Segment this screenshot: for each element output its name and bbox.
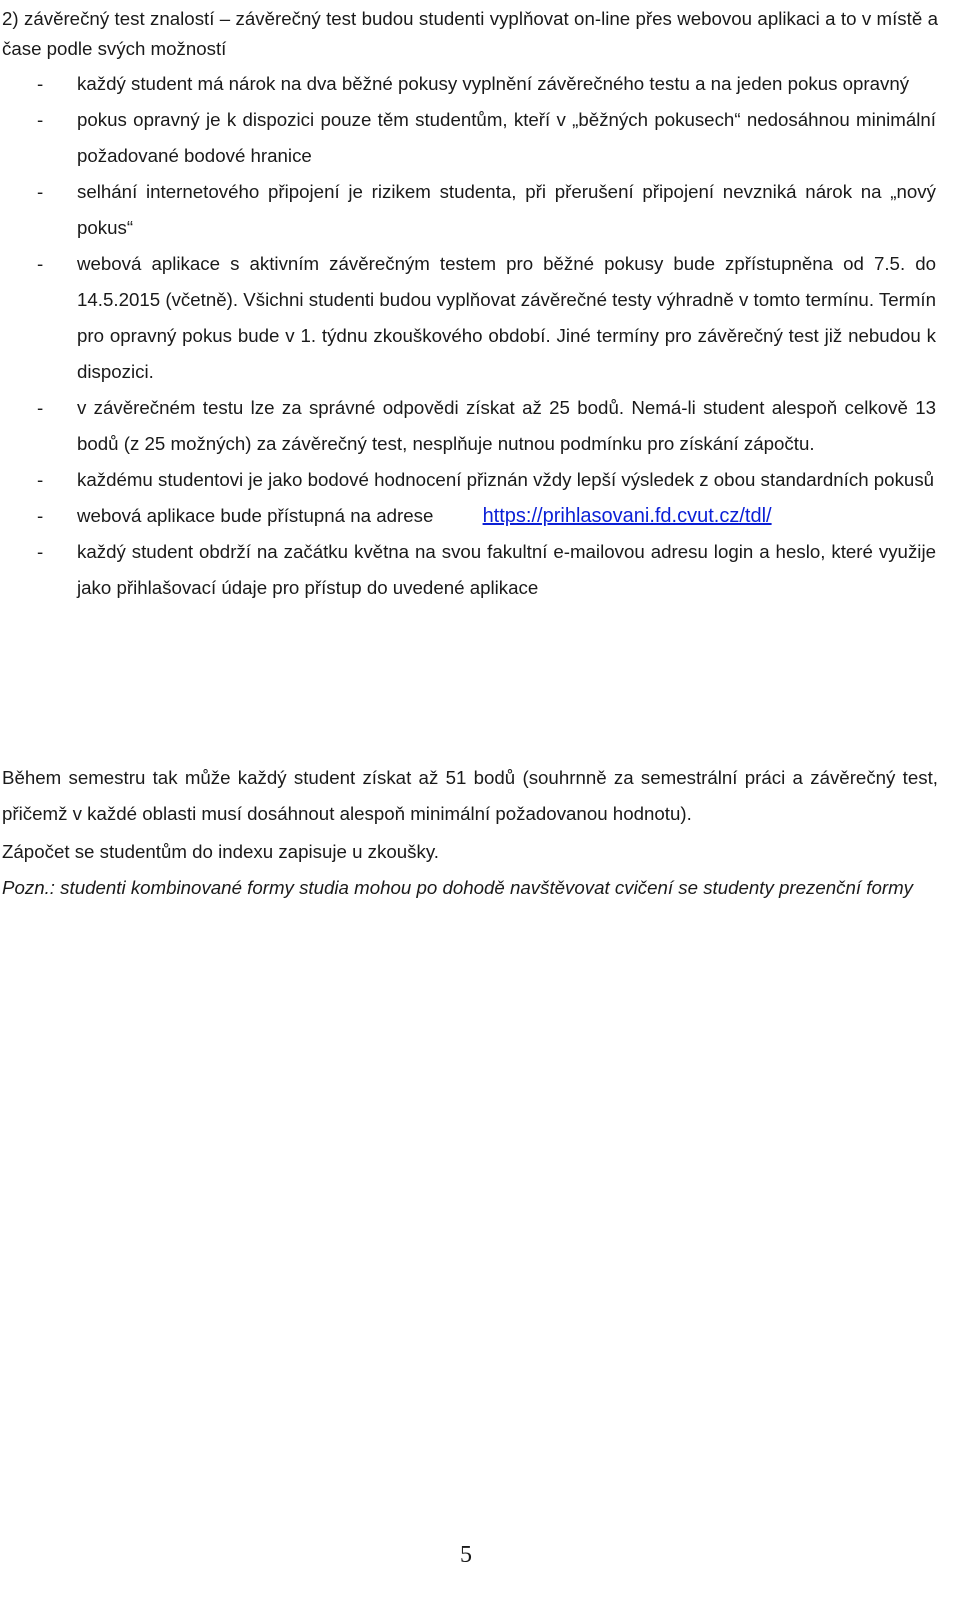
list-item-text: každý student má nárok na dva běžné pokusy vyplnění závěrečného testu a na jeden pokus opravný xyxy=(77,73,910,94)
list-dash: - xyxy=(37,541,44,562)
list-item xyxy=(0,102,936,174)
list-item-text: pokus opravný je k dispozici pouze těm studentům, kteří v „běžných pokusech“ nedosáhnou minimální požadované bodové hranice xyxy=(77,109,936,166)
list-item-text: webová aplikace bude přístupná na adrese xyxy=(77,505,434,526)
list-item xyxy=(0,246,936,390)
list-dash: - xyxy=(37,397,44,418)
list-item-text: v závěrečném testu lze za správné odpovědi získat až 25 bodů. Nemá-li student alespoň celkově 13 bodů (z 25 možných) za závěrečný test, nesplňuje nutnou podmínku pro získání zápočtu. xyxy=(77,397,936,454)
list-item xyxy=(0,498,936,534)
list-item xyxy=(0,66,936,102)
list-item-text: webová aplikace s aktivním závěrečným testem pro běžné pokusy bude zpřístupněna od 7.5. do 14.5.2015 (včetně). Všichni studenti budou vyplňovat závěrečné testy výhradně v tomto termínu. Termín pro opravný pokus bude v 1. týdnu zkouškového období. Jiné termíny pro závěrečný test již nebudou k dispozici. xyxy=(77,253,936,382)
list-item xyxy=(0,174,936,246)
list-item-text: každému studentovi je jako bodové hodnocení přiznán vždy lepší výsledek z obou standardních pokusů xyxy=(77,469,935,490)
list-item-text: každý student obdrží na začátku května na svou fakultní e-mailovou adresu login a heslo, které využije jako přihlašovací údaje pro přístup do uvedené aplikace xyxy=(77,541,936,598)
list-dash: - xyxy=(37,181,44,202)
list-dash: - xyxy=(37,109,44,130)
list-item xyxy=(0,534,936,606)
rules-list xyxy=(0,66,960,606)
page-number: 5 xyxy=(460,1542,472,1568)
list-dash: - xyxy=(37,73,44,94)
credit-paragraph: Zápočet se studentům do indexu zapisuje u zkoušky. xyxy=(2,841,439,862)
list-item xyxy=(0,390,936,462)
intro-paragraph: 2) závěrečný test znalostí – závěrečný test budou studenti vyplňovat on-line přes webovou aplikaci a to v místě a čase podle svých možností xyxy=(2,8,938,59)
app-url-link[interactable]: https://prihlasovani.fd.cvut.cz/tdl/ xyxy=(482,505,772,527)
summary-paragraph: Během semestru tak může každý student získat až 51 bodů (souhrnně za semestrální práci a závěrečný test, přičemž v každé oblasti musí dosáhnout alespoň minimální požadovanou hodnotu). xyxy=(2,767,938,824)
list-dash: - xyxy=(37,253,44,274)
list-item-text: selhání internetového připojení je rizikem studenta, při přerušení připojení nevzniká nárok na „nový pokus“ xyxy=(77,181,936,238)
list-dash: - xyxy=(37,469,44,490)
note-paragraph: Pozn.: studenti kombinované formy studia mohou po dohodě navštěvovat cvičení se studenty prezenční formy xyxy=(2,877,914,898)
list-dash: - xyxy=(37,505,44,526)
list-item xyxy=(0,462,936,498)
